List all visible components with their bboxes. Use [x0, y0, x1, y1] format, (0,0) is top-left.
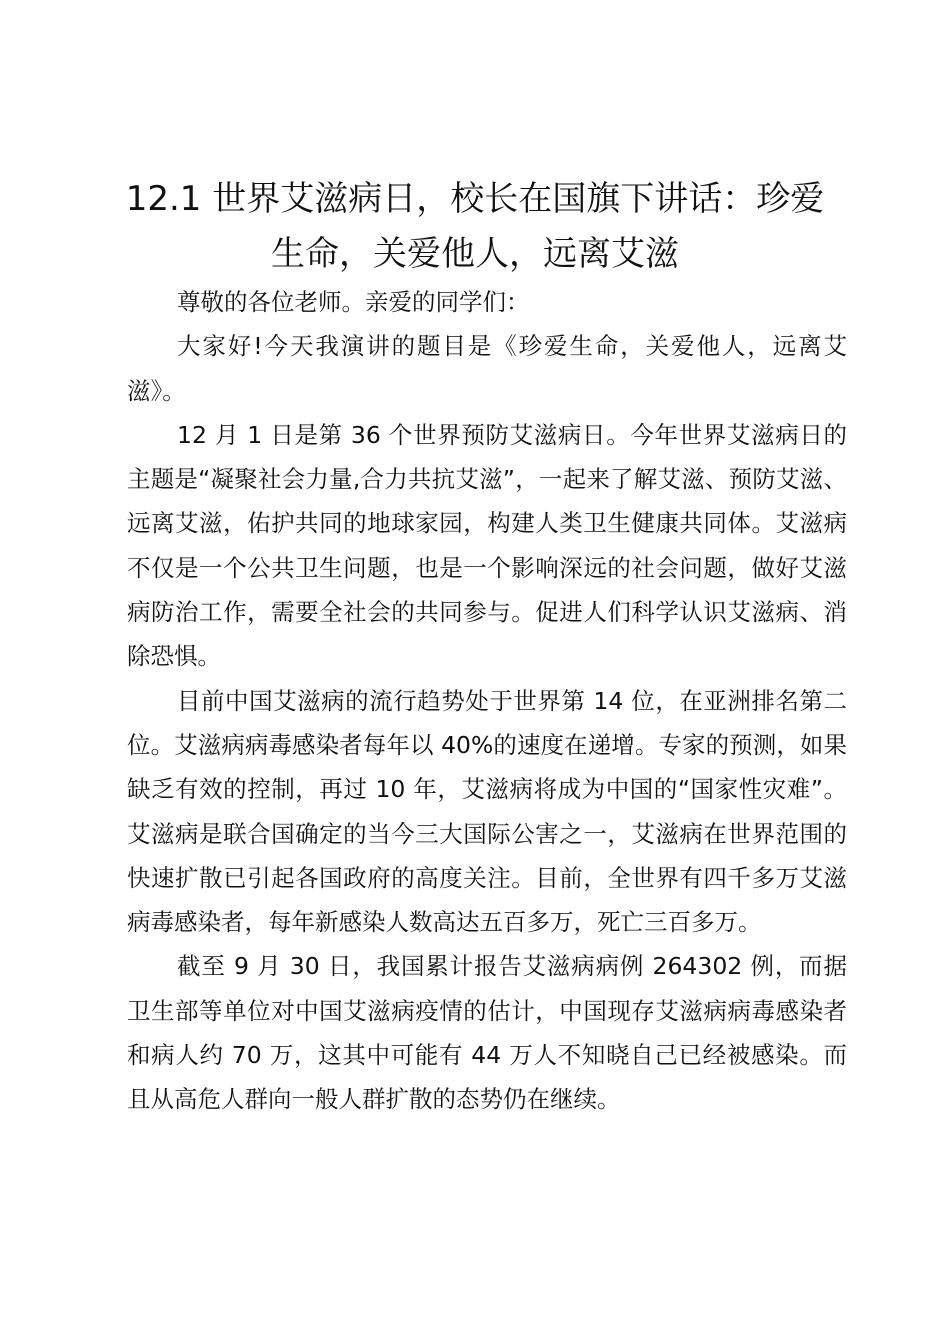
document-body: [127, 280, 847, 1122]
paragraph-greeting: 尊敬的各位老师。亲爱的同学们：: [177, 288, 530, 316]
document-title: 12.1 世界艾滋病日，校长在国旗下讲话：珍爱生命，关爱他人，远离艾滋: [125, 179, 825, 274]
paragraph-statistics: 截至 9 月 30 日，我国累计报告艾滋病病例 264302 例，而据卫生部等单位对中国艾滋病疫情的估计，中国现存艾滋病病毒感染者和病人约 70 万，这其中可能有 44 万人不知晓自己已经被感染。而且从高危人群向一般人群扩散的态势仍在继续。: [127, 952, 847, 1114]
paragraph-world-aids-day: 12 月 1 日是第 36 个世界预防艾滋病日。今年世界艾滋病日的主题是“凝聚社会力量,合力共抗艾滋”，一起来了解艾滋、预防艾滋、远离艾滋，佑护共同的地球家园，构建人类卫生健康共同体。艾滋病不仅是一个公共卫生问题，也是一个影响深远的社会问题，做好艾滋病防治工作，需要全社会的共同参与。促进人们科学认识艾滋病、消除恐惧。: [127, 420, 847, 671]
paragraph-china-trend: 目前中国艾滋病的流行趋势处于世界第 14 位，在亚洲排名第二位。艾滋病病毒感染者每年以 40%的速度在递增。专家的预测，如果缺乏有效的控制，再过 10 年，艾滋病将成为中国的“国家性灾难”。艾滋病是联合国确定的当今三大国际公害之一，艾滋病在世界范围的快速扩散已引起各国政府的高度关注。目前，全世界有四千多万艾滋病毒感染者，每年新感染人数高达五百多万，死亡三百多万。: [127, 686, 847, 937]
paragraph-intro: 大家好!今天我演讲的题目是《珍爱生命，关爱他人，远离艾滋》。: [127, 332, 847, 405]
